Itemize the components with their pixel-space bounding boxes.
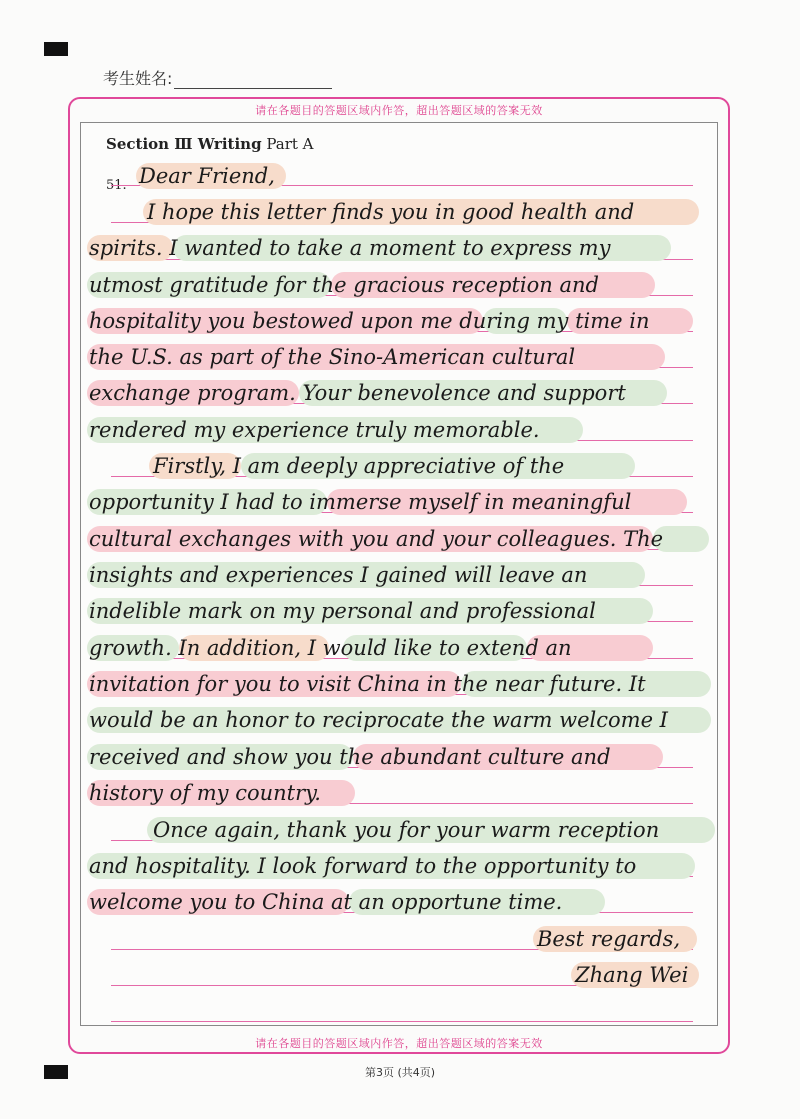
answer-area — [80, 122, 718, 1026]
registration-mark-top — [44, 42, 68, 56]
letter-line: Once again, thank you for your warm reception — [153, 818, 660, 842]
letter-line: invitation for you to visit China in the near future. It — [89, 672, 646, 696]
letter-line: growth. In addition, I would like to extend an — [89, 636, 572, 660]
letter-line: opportunity I had to immerse myself in meaningful — [89, 490, 632, 514]
letter-line: Firstly, I am deeply appreciative of the — [153, 454, 565, 478]
candidate-name-row — [103, 66, 332, 89]
page-number: 第3页 (共4页) — [364, 1066, 436, 1079]
letter-line: would be an honor to reciprocate the warm welcome I — [89, 708, 668, 732]
letter-line: hospitality you bestowed upon me during my time in — [89, 309, 650, 333]
letter-line: rendered my experience truly memorable. — [89, 418, 540, 442]
letter-line: and hospitality. I look forward to the opportunity to — [89, 854, 637, 878]
letter-line: exchange program. Your benevolence and support — [89, 381, 626, 405]
candidate-name-label: 考生姓名: — [103, 69, 173, 88]
letter-line: utmost gratitude for the gracious reception and — [89, 273, 599, 297]
letter-line: Zhang Wei — [575, 963, 689, 987]
letter-line: history of my country. — [89, 781, 321, 805]
section-title — [106, 135, 314, 153]
letter-line: indelible mark on my personal and professional — [89, 599, 596, 623]
answer-area-notice-top: 请在各题目的答题区域内作答，超出答题区域的答案无效 — [255, 104, 543, 117]
answer-frame — [68, 97, 730, 1054]
letter-line: cultural exchanges with you and your colleagues. The — [89, 527, 664, 551]
candidate-name-field[interactable] — [174, 72, 332, 89]
letter-line: spirits. I wanted to take a moment to express my — [89, 236, 611, 260]
section-label: Section Ⅲ Writing — [106, 135, 262, 153]
letter-line: the U.S. as part of the Sino-American cultural — [89, 345, 576, 369]
answer-area-notice-bottom: 请在各题目的答题区域内作答，超出答题区域的答案无效 — [255, 1037, 543, 1050]
letter-line: received and show you the abundant culture and — [89, 745, 611, 769]
letter-line: Dear Friend, — [139, 164, 275, 188]
letter-line: Best regards, — [537, 927, 681, 951]
letter-line: insights and experiences I gained will leave an — [89, 563, 588, 587]
section-part: Part A — [266, 135, 314, 153]
letter-line: I hope this letter finds you in good health and — [147, 200, 635, 224]
question-number: 51. — [106, 178, 127, 193]
letter-line: welcome you to China at an opportune time. — [89, 890, 563, 914]
writing-line — [111, 1021, 693, 1022]
